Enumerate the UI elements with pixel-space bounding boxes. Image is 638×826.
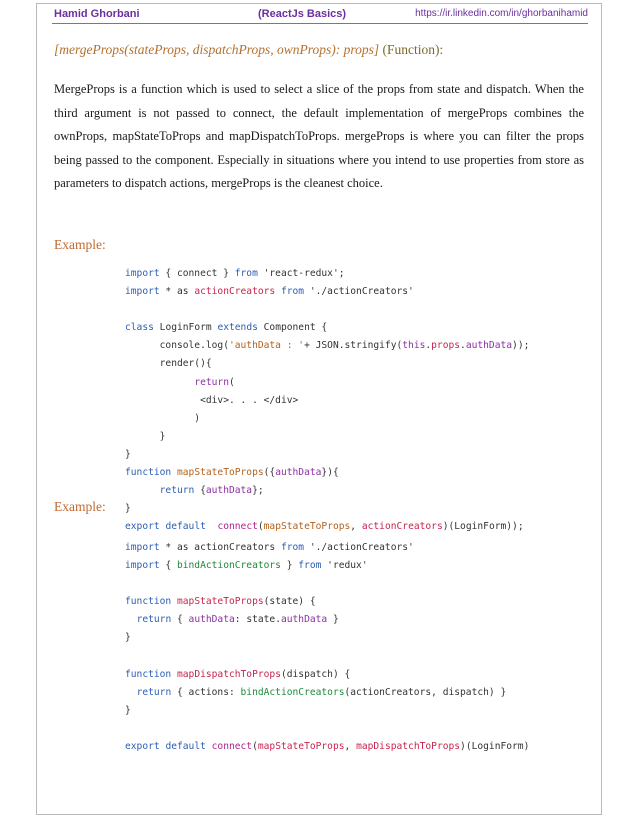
code-line: export default connect(mapStateToProps, actionCreators)(LoginForm)); <box>125 521 524 533</box>
code-line: function mapStateToProps({authData}){ <box>125 467 339 479</box>
code-line <box>125 648 529 666</box>
signature-open-bracket: [ <box>54 42 60 57</box>
function-signature <box>54 42 443 58</box>
code-line: class LoginForm extends Component { <box>125 322 328 334</box>
signature-args: (stateProps, dispatchProps, ownProps): props] <box>124 42 380 57</box>
code-line <box>125 301 529 319</box>
code-block-2 <box>125 539 529 756</box>
code-line: return( <box>194 376 235 388</box>
example-label-1: Example: <box>54 237 106 252</box>
page-header <box>52 7 588 24</box>
code-line: } <box>125 704 131 716</box>
code-block-1 <box>125 265 529 536</box>
code-line: <div>. . . </div> <box>125 394 299 406</box>
header-title: (ReactJs Basics) <box>258 8 347 20</box>
description-paragraph: MergeProps is a function which is used to select a slice of the props from state and dispatch. When the third argument is not passed to connect, the default implementation of mergeProps combines the ownProps, mapStateToProps and mapDispatchToProps. mergeProps is where you can filter the props being passed to the component. Especially in situations where you intend to use properties from store as parameters to dispatch actions, mergeProps is the cleanest choice. <box>54 82 584 190</box>
code-line: ) <box>125 412 201 424</box>
code-line: function mapStateToProps(state) { <box>125 596 316 608</box>
header-url-link[interactable]: https://ir.linkedin.com/in/ghorbanihamid <box>415 8 588 19</box>
code-line: } <box>125 430 166 442</box>
example-label-2: Example: <box>54 499 106 514</box>
code-line <box>125 720 529 738</box>
code-line: export default connect(mapStateToProps, mapDispatchToProps)(LoginForm) <box>125 741 530 753</box>
code-line: import { connect } from 'react-redux'; <box>125 268 345 279</box>
signature-suffix: (Function): <box>382 42 444 57</box>
code-line: import { bindActionCreators } from 'redux' <box>125 560 368 572</box>
code-line: return {authData}; <box>159 485 264 497</box>
header-author: Hamid Ghorbani <box>54 8 140 20</box>
code-line: return { actions: bindActionCreators(actionCreators, dispatch) } <box>136 686 507 698</box>
code-line: import * as actionCreators from './actionCreators' <box>125 542 414 553</box>
code-line: function mapDispatchToProps(dispatch) { <box>125 668 351 680</box>
code-line: } <box>125 503 131 515</box>
code-line: render(){ <box>125 358 212 370</box>
signature-name: mergeProps <box>59 42 125 57</box>
code-line: } <box>125 448 131 460</box>
code-line: } <box>125 632 131 644</box>
code-line: console.log('authData : '+ JSON.stringify(this.props.authData)); <box>125 340 530 352</box>
code-line <box>125 575 529 593</box>
code-line: return { authData: state.authData } <box>136 614 339 626</box>
code-line: import * as actionCreators from './actionCreators' <box>125 286 414 298</box>
